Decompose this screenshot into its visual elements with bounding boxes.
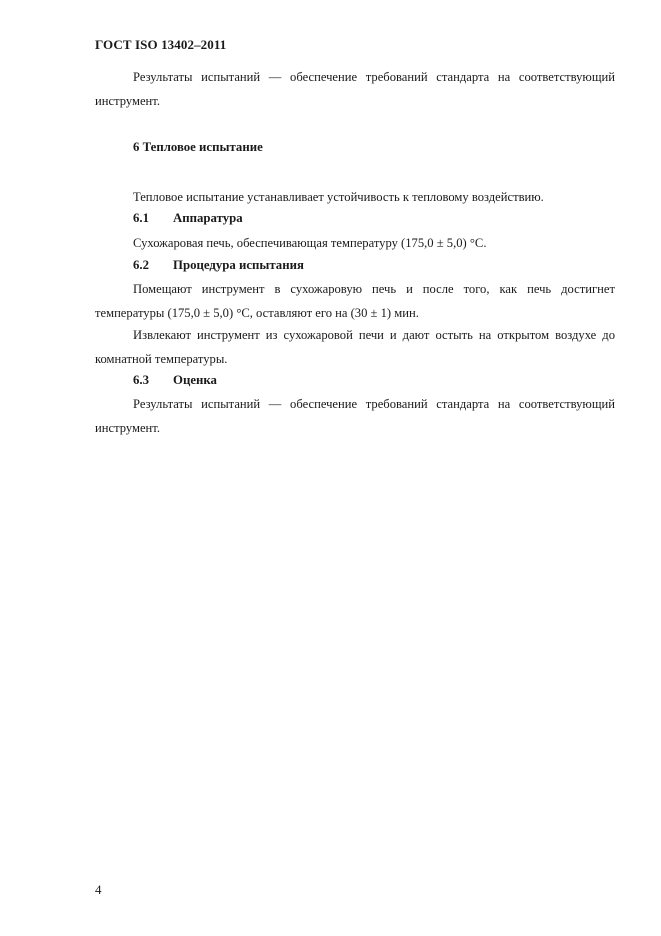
subsection-6-3-title: Оценка — [173, 373, 217, 387]
page-number: 4 — [95, 882, 102, 897]
subsection-6-2-number: 6.2 — [133, 258, 149, 272]
section-6-intro: Тепловое испытание устанавливает устойчивость к тепловому воздействию. — [133, 190, 544, 204]
subsection-6-2-paragraph-2: Извлекают инструмент из сухожаровой печи и дают остыть на открытом воздухе до комнатной температуры. — [95, 328, 615, 366]
subsection-6-3-heading — [133, 373, 217, 388]
subsection-6-1-number: 6.1 — [133, 211, 149, 225]
subsection-6-2-heading — [133, 258, 304, 273]
subsection-6-1-title: Аппаратура — [173, 211, 243, 225]
subsection-6-3-number: 6.3 — [133, 373, 149, 387]
document-header: ГОСТ ISO 13402–2011 — [95, 37, 227, 52]
subsection-6-2-paragraph-1: Помещают инструмент в сухожаровую печь и после того, как печь достигнет температуры (175,0 ± 5,0) °С, оставляют его на (30 ± 1) мин. — [95, 282, 615, 320]
subsection-6-1-heading — [133, 211, 243, 226]
subsection-6-1-text: Сухожаровая печь, обеспечивающая температуру (175,0 ± 5,0) °С. — [133, 236, 487, 250]
subsection-6-2-title: Процедура испытания — [173, 258, 304, 272]
intro-paragraph: Результаты испытаний — обеспечение требований стандарта на соответствующий инструмент. — [95, 70, 615, 108]
section-6-title: 6 Тепловое испытание — [133, 140, 263, 154]
subsection-6-3-text: Результаты испытаний — обеспечение требований стандарта на соответствующий инструмент. — [95, 397, 615, 435]
